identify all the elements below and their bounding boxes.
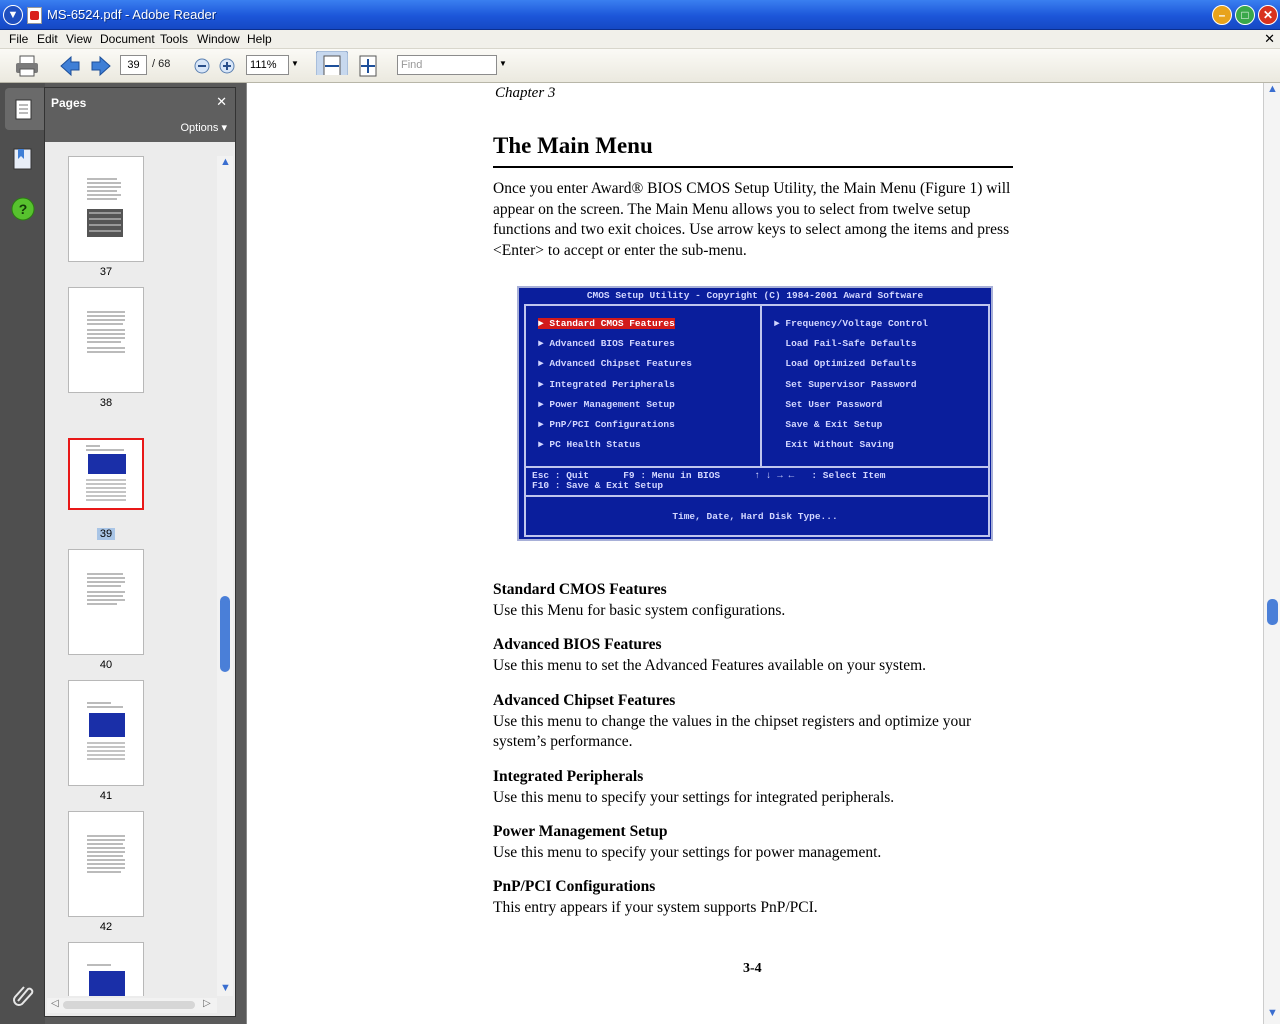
section-standard-cmos xyxy=(493,580,1018,621)
section-power-management xyxy=(493,822,1018,863)
section-text: Use this menu to specify your settings for integrated peripherals. xyxy=(493,788,895,806)
thumbnail-preview xyxy=(69,812,143,916)
close-document-icon[interactable]: ✕ xyxy=(1264,31,1275,46)
menu-bar xyxy=(0,30,1280,49)
section-title: Advanced Chipset Features xyxy=(493,692,676,709)
toolbar xyxy=(0,49,1280,83)
zoom-dropdown-icon[interactable]: ▼ xyxy=(291,59,299,68)
thumbnail-page-40[interactable] xyxy=(68,549,144,655)
attachments-icon[interactable] xyxy=(12,983,36,1007)
minimize-button[interactable]: – xyxy=(1212,5,1232,25)
find-input[interactable]: Find xyxy=(397,55,497,75)
section-text: This entry appears if your system supports PnP/PCI. xyxy=(493,898,818,916)
close-window-button[interactable]: ✕ xyxy=(1258,5,1278,25)
section-title: Integrated Peripherals xyxy=(493,768,644,785)
section-title: Advanced BIOS Features xyxy=(493,636,662,653)
thumbnail-label: 37 xyxy=(99,266,113,278)
thumbnail-label: 39 xyxy=(97,528,115,540)
section-text: Use this menu to specify your settings for power management. xyxy=(493,843,882,861)
section-integrated-peripherals xyxy=(493,767,1018,808)
thumbnail-label: 40 xyxy=(99,659,113,671)
menu-tools[interactable]: Tools xyxy=(160,32,189,46)
pdf-file-icon xyxy=(27,7,42,24)
bios-help-line: F10 : Save & Exit Setup xyxy=(532,480,664,491)
bios-menu-item: ► Power Management Setup xyxy=(538,399,675,410)
section-advanced-bios xyxy=(493,635,1018,676)
scroll-down-icon[interactable]: ▼ xyxy=(220,982,231,994)
thumbnail-label: 42 xyxy=(99,921,113,933)
bios-title: CMOS Setup Utility - Copyright (C) 1984-2001 Award Software xyxy=(586,290,924,301)
thumbnail-page-42[interactable] xyxy=(68,811,144,917)
thumbnail-preview xyxy=(69,943,143,996)
scroll-up-icon[interactable]: ▲ xyxy=(1267,83,1278,95)
pages-panel-title: Pages xyxy=(51,96,87,110)
page-heading: The Main Menu xyxy=(493,133,653,158)
thumbnail-preview xyxy=(69,550,143,654)
zoom-out-icon[interactable] xyxy=(193,57,211,81)
fit-width-icon[interactable] xyxy=(316,51,348,75)
navigation-sidebar xyxy=(0,83,246,1024)
scroll-right-icon[interactable]: ▷ xyxy=(203,998,211,1009)
bios-menu-item: ► Standard CMOS Features xyxy=(538,318,675,329)
chapter-header: Chapter 3 xyxy=(495,85,556,101)
scroll-up-icon[interactable]: ▲ xyxy=(220,156,231,168)
bios-menu-item: ► Integrated Peripherals xyxy=(538,379,675,390)
thumbnail-page-39[interactable] xyxy=(68,438,144,510)
pages-panel xyxy=(44,87,236,1017)
bios-menu-item: Save & Exit Setup xyxy=(774,419,883,430)
maximize-button[interactable]: □ xyxy=(1235,5,1255,25)
section-title: Power Management Setup xyxy=(493,823,668,840)
bios-menu-item: Set User Password xyxy=(774,399,883,410)
menu-edit[interactable]: Edit xyxy=(37,32,58,46)
navigation-tabs xyxy=(0,83,45,1024)
thumbnail-horizontal-scrollbar[interactable] xyxy=(47,998,217,1013)
bios-divider xyxy=(524,495,990,497)
bios-menu-item: ► PC Health Status xyxy=(538,439,641,450)
bios-menu-item: ► Advanced BIOS Features xyxy=(538,338,675,349)
zoom-in-icon[interactable] xyxy=(218,57,236,81)
thumbnail-page-37[interactable] xyxy=(68,156,144,262)
bios-menu-item: Set Supervisor Password xyxy=(774,379,917,390)
document-view[interactable] xyxy=(246,83,1263,1024)
bios-menu-item: ► PnP/PCI Configurations xyxy=(538,419,675,430)
section-text: Use this Menu for basic system configurations. xyxy=(493,601,786,619)
menu-file[interactable]: File xyxy=(9,32,29,46)
bios-menu-item: Exit Without Saving xyxy=(774,439,894,450)
thumbnail-preview xyxy=(69,681,143,785)
section-title: Standard CMOS Features xyxy=(493,581,667,598)
bios-help-line: Esc : Quit F9 : Menu in BIOS ↑ ↓ → ← : Select Item xyxy=(532,470,886,481)
section-title: PnP/PCI Configurations xyxy=(493,878,656,895)
horizontal-scroll-thumb[interactable] xyxy=(63,1001,195,1009)
window-title: MS-6524.pdf - Adobe Reader xyxy=(47,7,217,22)
options-button[interactable]: Options ▾ xyxy=(180,122,227,134)
bios-menu-item: Load Fail-Safe Defaults xyxy=(774,338,917,349)
svg-text:?: ? xyxy=(18,201,28,217)
thumbnail-scrollbar[interactable] xyxy=(217,156,233,996)
pages-icon xyxy=(5,88,45,130)
bios-menu-item: ► Advanced Chipset Features xyxy=(538,358,692,369)
close-panel-icon[interactable]: ✕ xyxy=(216,94,227,109)
document-scrollbar[interactable] xyxy=(1263,83,1280,1024)
section-pnp-pci xyxy=(493,877,1018,918)
thumbnail-page-41[interactable] xyxy=(68,680,144,786)
section-advanced-chipset xyxy=(493,691,1018,753)
menu-help[interactable]: Help xyxy=(247,32,272,46)
zoom-level-input[interactable]: 111% xyxy=(246,55,289,75)
bookmarks-icon[interactable] xyxy=(12,147,34,171)
pages-tab[interactable] xyxy=(5,88,45,130)
page-total: / 68 xyxy=(152,58,171,70)
help-icon[interactable] xyxy=(11,197,35,221)
thumbnail-preview xyxy=(69,288,143,392)
scroll-left-icon[interactable]: ◁ xyxy=(51,998,59,1009)
thumbnail-list xyxy=(47,156,217,996)
menu-document[interactable]: Document xyxy=(100,32,155,46)
app-menu-icon[interactable]: ▼ xyxy=(3,5,23,25)
options-label: Options xyxy=(180,122,219,134)
scroll-down-icon[interactable]: ▼ xyxy=(1267,1007,1278,1019)
previous-page-icon[interactable] xyxy=(58,54,82,78)
pages-panel-header xyxy=(45,88,235,114)
options-bar xyxy=(45,114,235,142)
bios-menu-item: Load Optimized Defaults xyxy=(774,358,917,369)
thumbnail-page-43[interactable] xyxy=(68,942,144,996)
page-number-input[interactable]: 39 xyxy=(120,55,147,75)
bios-divider xyxy=(524,466,990,468)
title-bar xyxy=(0,0,1280,30)
next-page-icon[interactable] xyxy=(89,54,113,78)
thumbnail-label: 41 xyxy=(99,790,113,802)
section-text: Use this menu to change the values in the chipset registers and optimize your system’s performance. xyxy=(493,712,972,750)
thumbnail-label: 38 xyxy=(99,397,113,409)
thumbnail-preview xyxy=(69,157,143,261)
thumbnail-page-38[interactable] xyxy=(68,287,144,393)
section-text: Use this menu to set the Advanced Features available on your system. xyxy=(493,656,927,674)
find-dropdown-icon[interactable]: ▼ xyxy=(499,59,507,68)
thumbnail-label-selected xyxy=(68,528,144,540)
bios-status-line: Time, Date, Hard Disk Type... xyxy=(672,511,838,522)
menu-view[interactable]: View xyxy=(66,32,92,46)
scrollbar-thumb[interactable] xyxy=(220,596,230,672)
heading-rule xyxy=(493,166,1013,168)
menu-window[interactable]: Window xyxy=(197,32,240,46)
fit-page-icon[interactable] xyxy=(355,54,381,78)
thumbnail-preview xyxy=(70,440,142,508)
page-number-footer: 3-4 xyxy=(743,961,762,976)
intro-paragraph: Once you enter Award® BIOS CMOS Setup Utility, the Main Menu (Figure 1) will appear on the screen. The Main Menu allows you to select from twelve setup functions and two exit choices. Use arrow keys to select among the items and press <Enter> to accept or enter the sub-menu. xyxy=(493,180,1011,259)
scrollbar-thumb[interactable] xyxy=(1267,599,1278,625)
bios-menu-item: ► Frequency/Voltage Control xyxy=(774,318,928,329)
bios-divider xyxy=(760,304,762,466)
bios-screenshot-figure xyxy=(517,286,993,541)
print-icon[interactable] xyxy=(14,54,40,78)
